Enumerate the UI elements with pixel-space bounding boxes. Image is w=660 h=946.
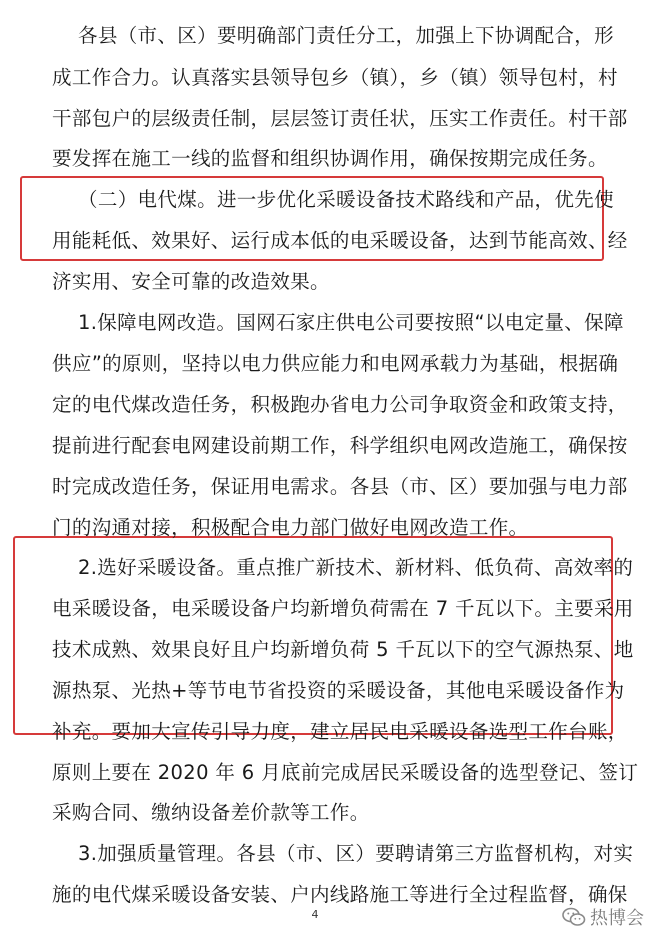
text-line: 1.保障电网改造。国网石家庄供电公司要按照“以电定量、保障 [78, 311, 624, 334]
text-line: 供应”的原则，坚持以电力供应能力和电网承载力为基础，根据确 [52, 352, 619, 375]
text-line: 用能耗低、效果好、运行成本低的电采暖设备，达到节能高效、经 [52, 229, 628, 252]
text-line: 技术成熟、效果良好且户均新增负荷 5 千瓦以下的空气源热泵、地 [52, 638, 634, 661]
text-line: 采购合同、缴纳设备差价款等工作。 [52, 801, 370, 824]
text-line: 提前进行配套电网建设前期工作，科学组织电网改造施工，确保按 [52, 434, 628, 457]
text-line: 时完成改造任务，保证用电需求。各县（市、区）要加强与电力部 [52, 475, 628, 498]
text-line: 各县（市、区）要明确部门责任分工，加强上下协调配合，形 [78, 24, 614, 47]
text-line: 原则上要在 2020 年 6 月底前完成居民采暖设备的选型登记、签订 [52, 761, 639, 784]
text-line: （二）电代煤。进一步优化采暖设备技术路线和产品，优先使 [78, 188, 614, 211]
page-number: 4 [311, 908, 319, 921]
text-line: 济实用、安全可靠的改造效果。 [52, 270, 330, 293]
text-line: 源热泵、光热+等节电节省投资的采暖设备，其他电采暖设备作为 [52, 679, 625, 702]
text-line: 补充。要加大宣传引导力度，建立居民电采暖设备选型工作台账， [52, 720, 628, 743]
text-line: 干部包户的层级责任制，层层签订责任状，压实工作责任。村干部 [52, 107, 628, 130]
text-line: 门的沟通对接，积极配合电力部门做好电网改造工作。 [52, 516, 529, 539]
text-line: 定的电代煤改造任务，积极跑办省电力公司争取资金和政策支持， [52, 393, 628, 416]
text-line: 成工作合力。认真落实县领导包乡（镇），乡（镇）领导包村，村 [52, 66, 618, 89]
watermark [562, 904, 644, 930]
text-line: 要发挥在施工一线的监督和组织协调作用，确保按期完成任务。 [52, 147, 608, 170]
text-line: 3.加强质量管理。各县（市、区）要聘请第三方监督机构，对实 [78, 842, 634, 865]
text-line: 2.选好采暖设备。重点推广新技术、新材料、低负荷、高效率的 [78, 556, 634, 579]
watermark-text: 热博会 [590, 908, 644, 929]
text-line: 电采暖设备，电采暖设备户均新增负荷需在 7 千瓦以下。主要采用 [52, 597, 634, 620]
text-line: 施的电代煤采暖设备安装、户内线路施工等进行全过程监督，确保 [52, 883, 628, 906]
wechat-icon [562, 907, 586, 927]
